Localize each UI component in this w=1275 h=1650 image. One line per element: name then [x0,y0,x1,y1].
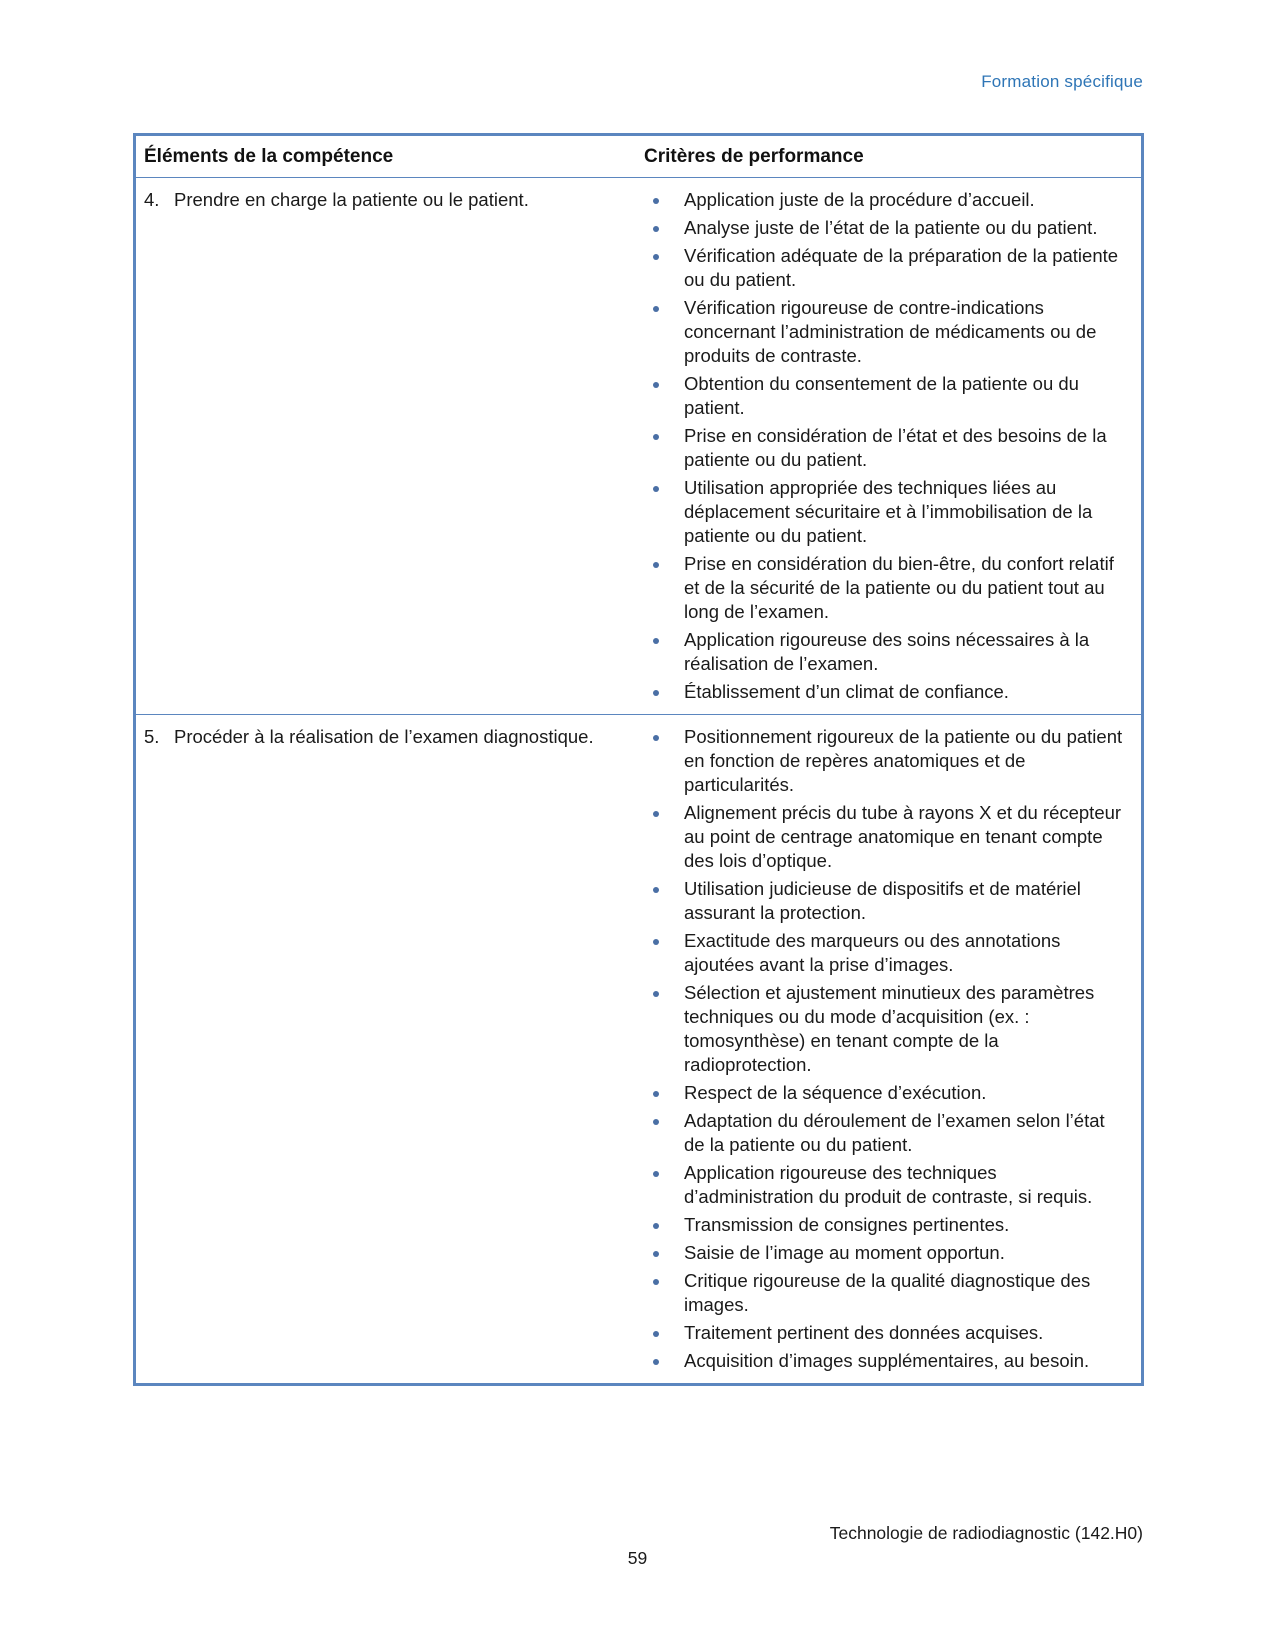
criteria-cell [636,178,1141,715]
criteria-item: Prise en considération de l’état et des besoins de la patiente ou du patient. [644,424,1133,472]
footer-program-title: Technologie de radiodiagnostic (142.H0) [829,1523,1143,1543]
criteria-item: Analyse juste de l’état de la patiente ou du patient. [644,216,1133,240]
criteria-item: Utilisation appropriée des techniques liées au déplacement sécuritaire et à l’immobilisation de la patiente ou du patient. [644,476,1133,548]
criteria-item: Application rigoureuse des techniques d’administration du produit de contraste, si requis. [644,1161,1133,1209]
criteria-item: Respect de la séquence d’exécution. [644,1081,1133,1105]
criteria-item: Utilisation judicieuse de dispositifs et de matériel assurant la protection. [644,877,1133,925]
page-number: 59 [627,1548,648,1568]
table-row [136,715,1141,1384]
element-cell [136,178,636,715]
criteria-cell [636,715,1141,1384]
criteria-item: Sélection et ajustement minutieux des paramètres techniques ou du mode d’acquisition (ex. : tomosynthèse) en tenant compte de la radioprotection. [644,981,1133,1077]
criteria-item: Positionnement rigoureux de la patiente ou du patient en fonction de repères anatomiques et de particularités. [644,725,1133,797]
criteria-list [644,725,1133,1373]
criteria-item: Obtention du consentement de la patiente ou du patient. [644,372,1133,420]
criteria-item: Prise en considération du bien-être, du confort relatif et de la sécurité de la patiente ou du patient tout au long de l’examen. [644,552,1133,624]
element-number: 4. [144,189,160,210]
element-text: Procéder à la réalisation de l’examen diagnostique. [174,726,594,747]
competency-table [133,133,1144,1386]
table-header-row [136,136,1141,178]
table-row [136,178,1141,715]
running-header-section: Formation spécifique [981,72,1143,91]
criteria-item: Transmission de consignes pertinentes. [644,1213,1133,1237]
criteria-item: Saisie de l’image au moment opportun. [644,1241,1133,1265]
criteria-item: Exactitude des marqueurs ou des annotations ajoutées avant la prise d’images. [644,929,1133,977]
criteria-item: Adaptation du déroulement de l’examen selon l’état de la patiente ou du patient. [644,1109,1133,1157]
criteria-item: Alignement précis du tube à rayons X et du récepteur au point de centrage anatomique en tenant compte des lois d’optique. [644,801,1133,873]
column-header-elements: Éléments de la compétence [136,136,636,178]
column-header-criteria: Critères de performance [636,136,1141,178]
criteria-list [644,188,1133,704]
criteria-item: Traitement pertinent des données acquises. [644,1321,1133,1345]
criteria-item: Application juste de la procédure d’accueil. [644,188,1133,212]
criteria-item: Vérification rigoureuse de contre-indications concernant l’administration de médicaments ou de produits de contraste. [644,296,1133,368]
element-number: 5. [144,726,160,747]
criteria-item: Vérification adéquate de la préparation de la patiente ou du patient. [644,244,1133,292]
criteria-item: Acquisition d’images supplémentaires, au besoin. [644,1349,1133,1373]
criteria-item: Application rigoureuse des soins nécessaires à la réalisation de l’examen. [644,628,1133,676]
element-text: Prendre en charge la patiente ou le patient. [174,189,529,210]
criteria-item: Critique rigoureuse de la qualité diagnostique des images. [644,1269,1133,1317]
table-body [136,178,1141,1384]
criteria-item: Établissement d’un climat de confiance. [644,680,1133,704]
element-cell [136,715,636,1384]
